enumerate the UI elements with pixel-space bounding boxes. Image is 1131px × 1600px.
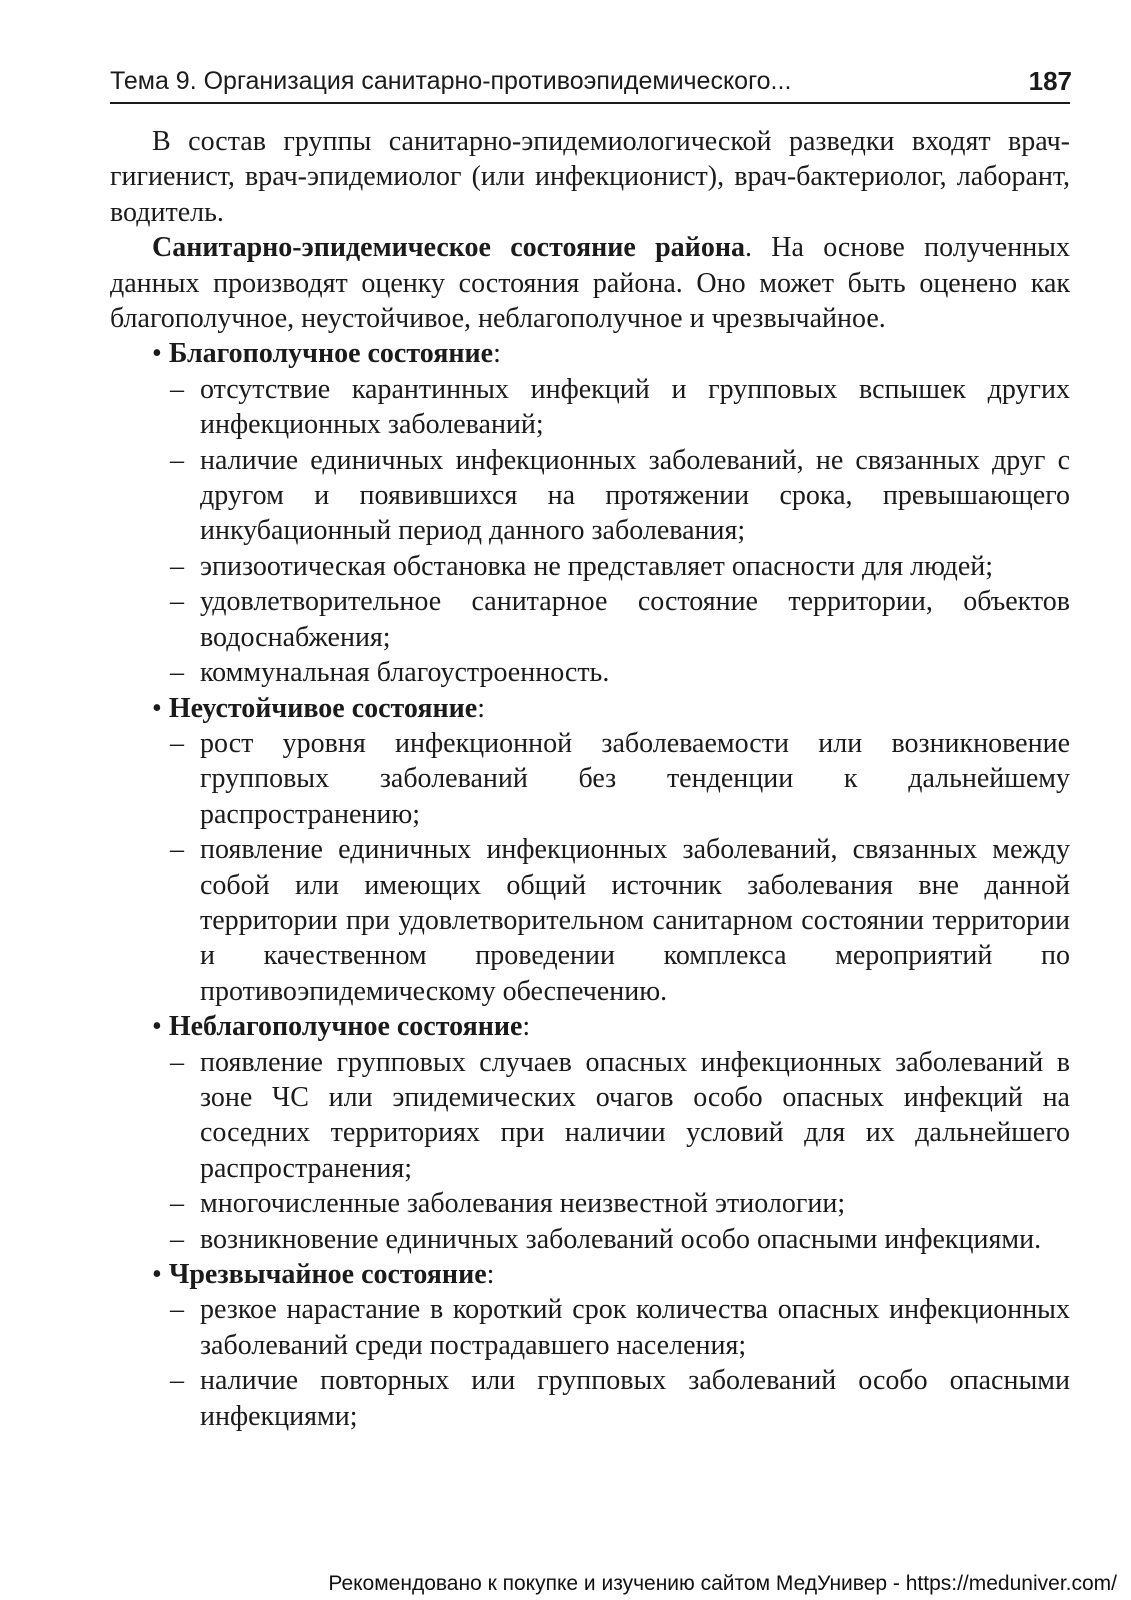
state-title: Неустойчивое состояние: [168, 692, 478, 724]
dash-marker: –: [170, 373, 184, 405]
list-item: [110, 1222, 1070, 1257]
list-item-text: резкое нарастание в короткий срок количества опасных инфекционных заболеваний среди пострадавшего населения;: [200, 1294, 1070, 1361]
state-title: Благополучное состояние: [168, 338, 494, 370]
bullet-marker: •: [152, 338, 162, 370]
state-block-1: [110, 691, 1070, 1010]
list-item: [110, 372, 1070, 443]
list-item-text: возникновение единичных заболеваний особо опасными инфекциями.: [200, 1223, 1042, 1255]
page-body: [110, 124, 1070, 1434]
state-colon: :: [486, 1259, 495, 1290]
dash-marker: –: [170, 657, 184, 689]
list-item: [110, 1186, 1070, 1221]
state-heading: [110, 336, 1070, 371]
dash-marker: –: [170, 727, 184, 759]
bullet-marker: •: [152, 1259, 162, 1290]
section-text: . На основе полученных данных производят оценку состояния района. Оно может быть оценено как благополучное, неустойчивое, неблагополучное и чрезвычайное.: [110, 232, 1070, 335]
state-title: Чрезвычайное состояние: [168, 1259, 487, 1290]
list-item: [110, 1363, 1070, 1434]
state-heading: [110, 691, 1070, 726]
dash-marker: –: [170, 834, 184, 866]
page-number: 187: [1028, 66, 1072, 96]
list-item: [110, 549, 1070, 584]
footer-recommendation: Рекомендовано к покупке и изучению сайтом МедУнивер - https://meduniver.com/: [328, 1572, 1117, 1595]
dash-marker: –: [170, 1365, 184, 1397]
list-item-text: многочисленные заболевания неизвестной этиологии;: [200, 1188, 846, 1220]
section-heading: Санитарно-эпидемическое состояние района: [152, 232, 745, 264]
dash-marker: –: [170, 586, 184, 618]
dash-marker: –: [170, 1046, 184, 1078]
dash-marker: –: [170, 444, 184, 476]
list-item: [110, 726, 1070, 832]
bullet-marker: •: [152, 692, 162, 724]
state-block-0: [110, 336, 1070, 690]
state-colon: :: [493, 338, 501, 370]
state-colon: :: [477, 692, 486, 724]
section-paragraph: [110, 230, 1070, 336]
state-block-3: [110, 1257, 1070, 1434]
dash-marker: –: [170, 1294, 184, 1326]
list-item: [110, 584, 1070, 655]
list-item: [110, 1045, 1070, 1187]
dash-marker: –: [170, 1188, 184, 1220]
running-header: [110, 62, 1070, 104]
state-colon: :: [522, 1011, 531, 1043]
list-item: [110, 443, 1070, 549]
state-heading: [110, 1009, 1070, 1044]
intro-paragraph: В состав группы санитарно-эпидемиологической разведки входят врач-гигиенист, врач-эпидемиолог (или инфекционист), врач-бактериолог, лаборант, водитель.: [110, 126, 1070, 228]
list-item-text: появление групповых случаев опасных инфекционных заболеваний в зоне ЧС или эпидемических очагов особо опасных инфекций на соседних территориях при наличии условий для их дальнейшего распространения;: [200, 1046, 1070, 1184]
list-item-text: появление единичных инфекционных заболеваний, связанных между собой или имеющих общий источник заболевания вне данной территории при удовлетворительном санитарном состоянии территории и качественном проведении комплекса мероприятий по противоэпидемическому обеспечению.: [200, 834, 1070, 1007]
list-item-text: отсутствие карантинных инфекций и групповых вспышек других инфекционных заболеваний;: [200, 373, 1070, 441]
list-item: [110, 655, 1070, 690]
bullet-marker: •: [152, 1011, 162, 1043]
state-title: Неблагополучное состояние: [168, 1011, 523, 1043]
list-item-text: наличие единичных инфекционных заболеваний, не связанных друг с другом и появившихся на протяжении срока, превышающего инкубационный период данного заболевания;: [200, 444, 1070, 547]
running-title: Тема 9. Организация санитарно-противоэпидемического...: [110, 67, 792, 95]
list-item-text: коммунальная благоустроенность.: [200, 657, 610, 689]
list-item-text: наличие повторных или групповых заболеваний особо опасными инфекциями;: [200, 1365, 1070, 1432]
list-item: [110, 1292, 1070, 1363]
dash-marker: –: [170, 1223, 184, 1255]
list-item-text: рост уровня инфекционной заболеваемости или возникновение групповых заболеваний без тенденции к дальнейшему распространению;: [200, 727, 1070, 830]
state-heading: [110, 1257, 1070, 1292]
state-block-2: [110, 1009, 1070, 1257]
list-item-text: удовлетворительное санитарное состояние территории, объектов водоснабжения;: [200, 586, 1070, 653]
list-item-text: эпизоотическая обстановка не представляет опасности для людей;: [200, 550, 994, 582]
dash-marker: –: [170, 550, 184, 582]
list-item: [110, 832, 1070, 1009]
